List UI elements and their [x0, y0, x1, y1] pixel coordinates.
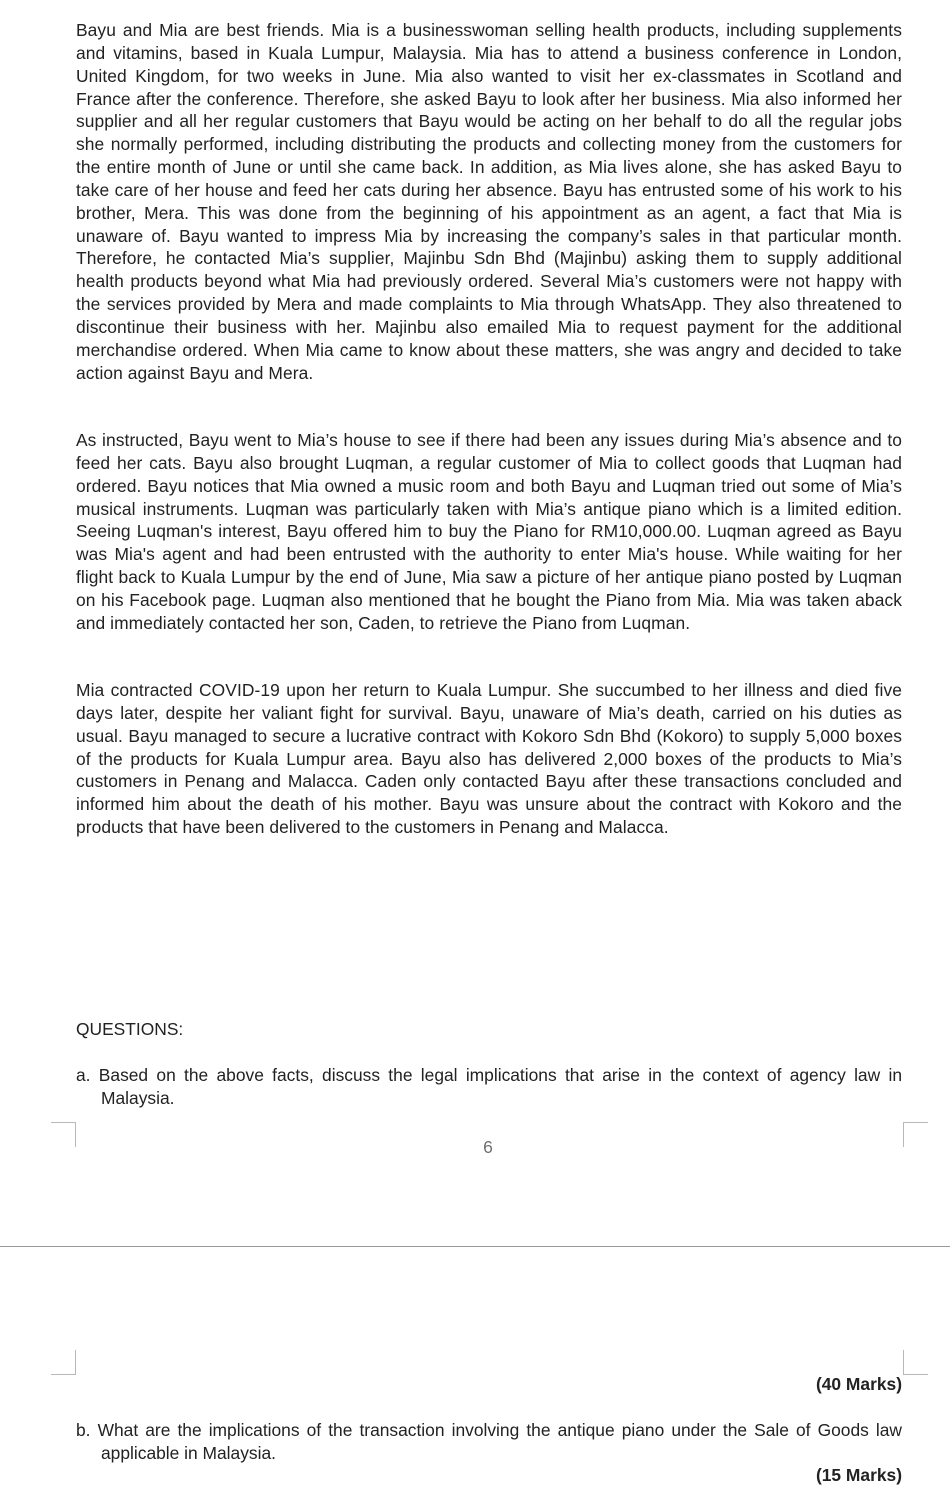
- page-number: 6: [483, 1137, 493, 1157]
- paragraph-3: Mia contracted COVID-19 upon her return to Kuala Lumpur. She succumbed to her illness and died five days later, despite her valiant fight for survival. Bayu, unaware of Mia’s death, carried on his duties as usual. Bayu managed to secure a lucrative contract with Kokoro Sdn Bhd (Kokoro) to supply 5,000 boxes of the products for Kuala Lumpur area. Bayu also has delivered 2,000 boxes of the products to Mia’s customers in Penang and Malacca. Caden only contacted Bayu after these transactions concluded and informed him about the death of his mother. Bayu was unsure about the contract with Kokoro and the products that have been delivered to the customers in Penang and Malacca.: [76, 680, 902, 838]
- page-corner-mark: [903, 1350, 928, 1375]
- question-a-marks: (40 Marks): [815, 1374, 902, 1394]
- page-corner-mark: [903, 1122, 928, 1147]
- page-corner-mark: [51, 1122, 76, 1147]
- paragraph-2: As instructed, Bayu went to Mia’s house to see if there had been any issues during Mia’s absence and to feed her cats. Bayu also brought Luqman, a regular customer of Mia to collect goods that Luqman had ordered. Bayu notices that Mia owned a music room and both Bayu and Luqman tried out some of Mia’s musical instruments. Luqman was particularly taken with Mia’s antique piano which is a limited edition. Seeing Luqman's interest, Bayu offered him to buy the Piano for RM10,000.00. Luqman agreed as Bayu was Mia's agent and had been entrusted with the authority to enter Mia's house. While waiting for her flight back to Kuala Lumpur by the end of June, Mia saw a picture of her antique piano posted by Luqman on his Facebook page. Luqman also mentioned that he bought the Piano from Mia. Mia was taken aback and immediately contacted her son, Caden, to retrieve the Piano from Luqman.: [76, 430, 902, 633]
- page-break-divider: [0, 1246, 950, 1247]
- questions-heading: QUESTIONS:: [76, 1019, 184, 1039]
- page-corner-mark: [51, 1350, 76, 1375]
- question-a: a. Based on the above facts, discuss the legal implications that arise in the context of agency law in Malaysia.: [76, 1065, 902, 1108]
- question-b-marks: (15 Marks): [815, 1465, 902, 1485]
- question-b: b. What are the implications of the transaction involving the antique piano under the Sale of Goods law applicable in Malaysia.: [76, 1420, 902, 1463]
- paragraph-1: Bayu and Mia are best friends. Mia is a businesswoman selling health products, including supplements and vitamins, based in Kuala Lumpur, Malaysia. Mia has to attend a business conference in London, United Kingdom, for two weeks in June. Mia also wanted to visit her ex-classmates in Scotland and France after the conference. Therefore, she asked Bayu to look after her business. Mia also informed her supplier and all her regular customers that Bayu would be acting on her behalf to do all the regular jobs she normally performed, including distributing the products and collecting money from the customers for the entire month of June or until she came back. In addition, as Mia lives alone, she has asked Bayu to take care of her house and feed her cats during her absence. Bayu has entrusted some of his work to his brother, Mera. This was done from the beginning of his appointment as an agent, a fact that Mia is unaware of. Bayu wanted to impress Mia by increasing the company’s sales in that particular month. Therefore, he contacted Mia’s supplier, Majinbu Sdn Bhd (Majinbu) asking them to supply additional health products beyond what Mia had previously ordered. Several Mia’s customers were not happy with the services provided by Mera and made complaints to Mia through WhatsApp. They also threatened to discontinue their business with her. Majinbu also emailed Mia to request payment for the additional merchandise ordered. When Mia came to know about these matters, she was angry and decided to take action against Bayu and Mera.: [76, 20, 902, 383]
